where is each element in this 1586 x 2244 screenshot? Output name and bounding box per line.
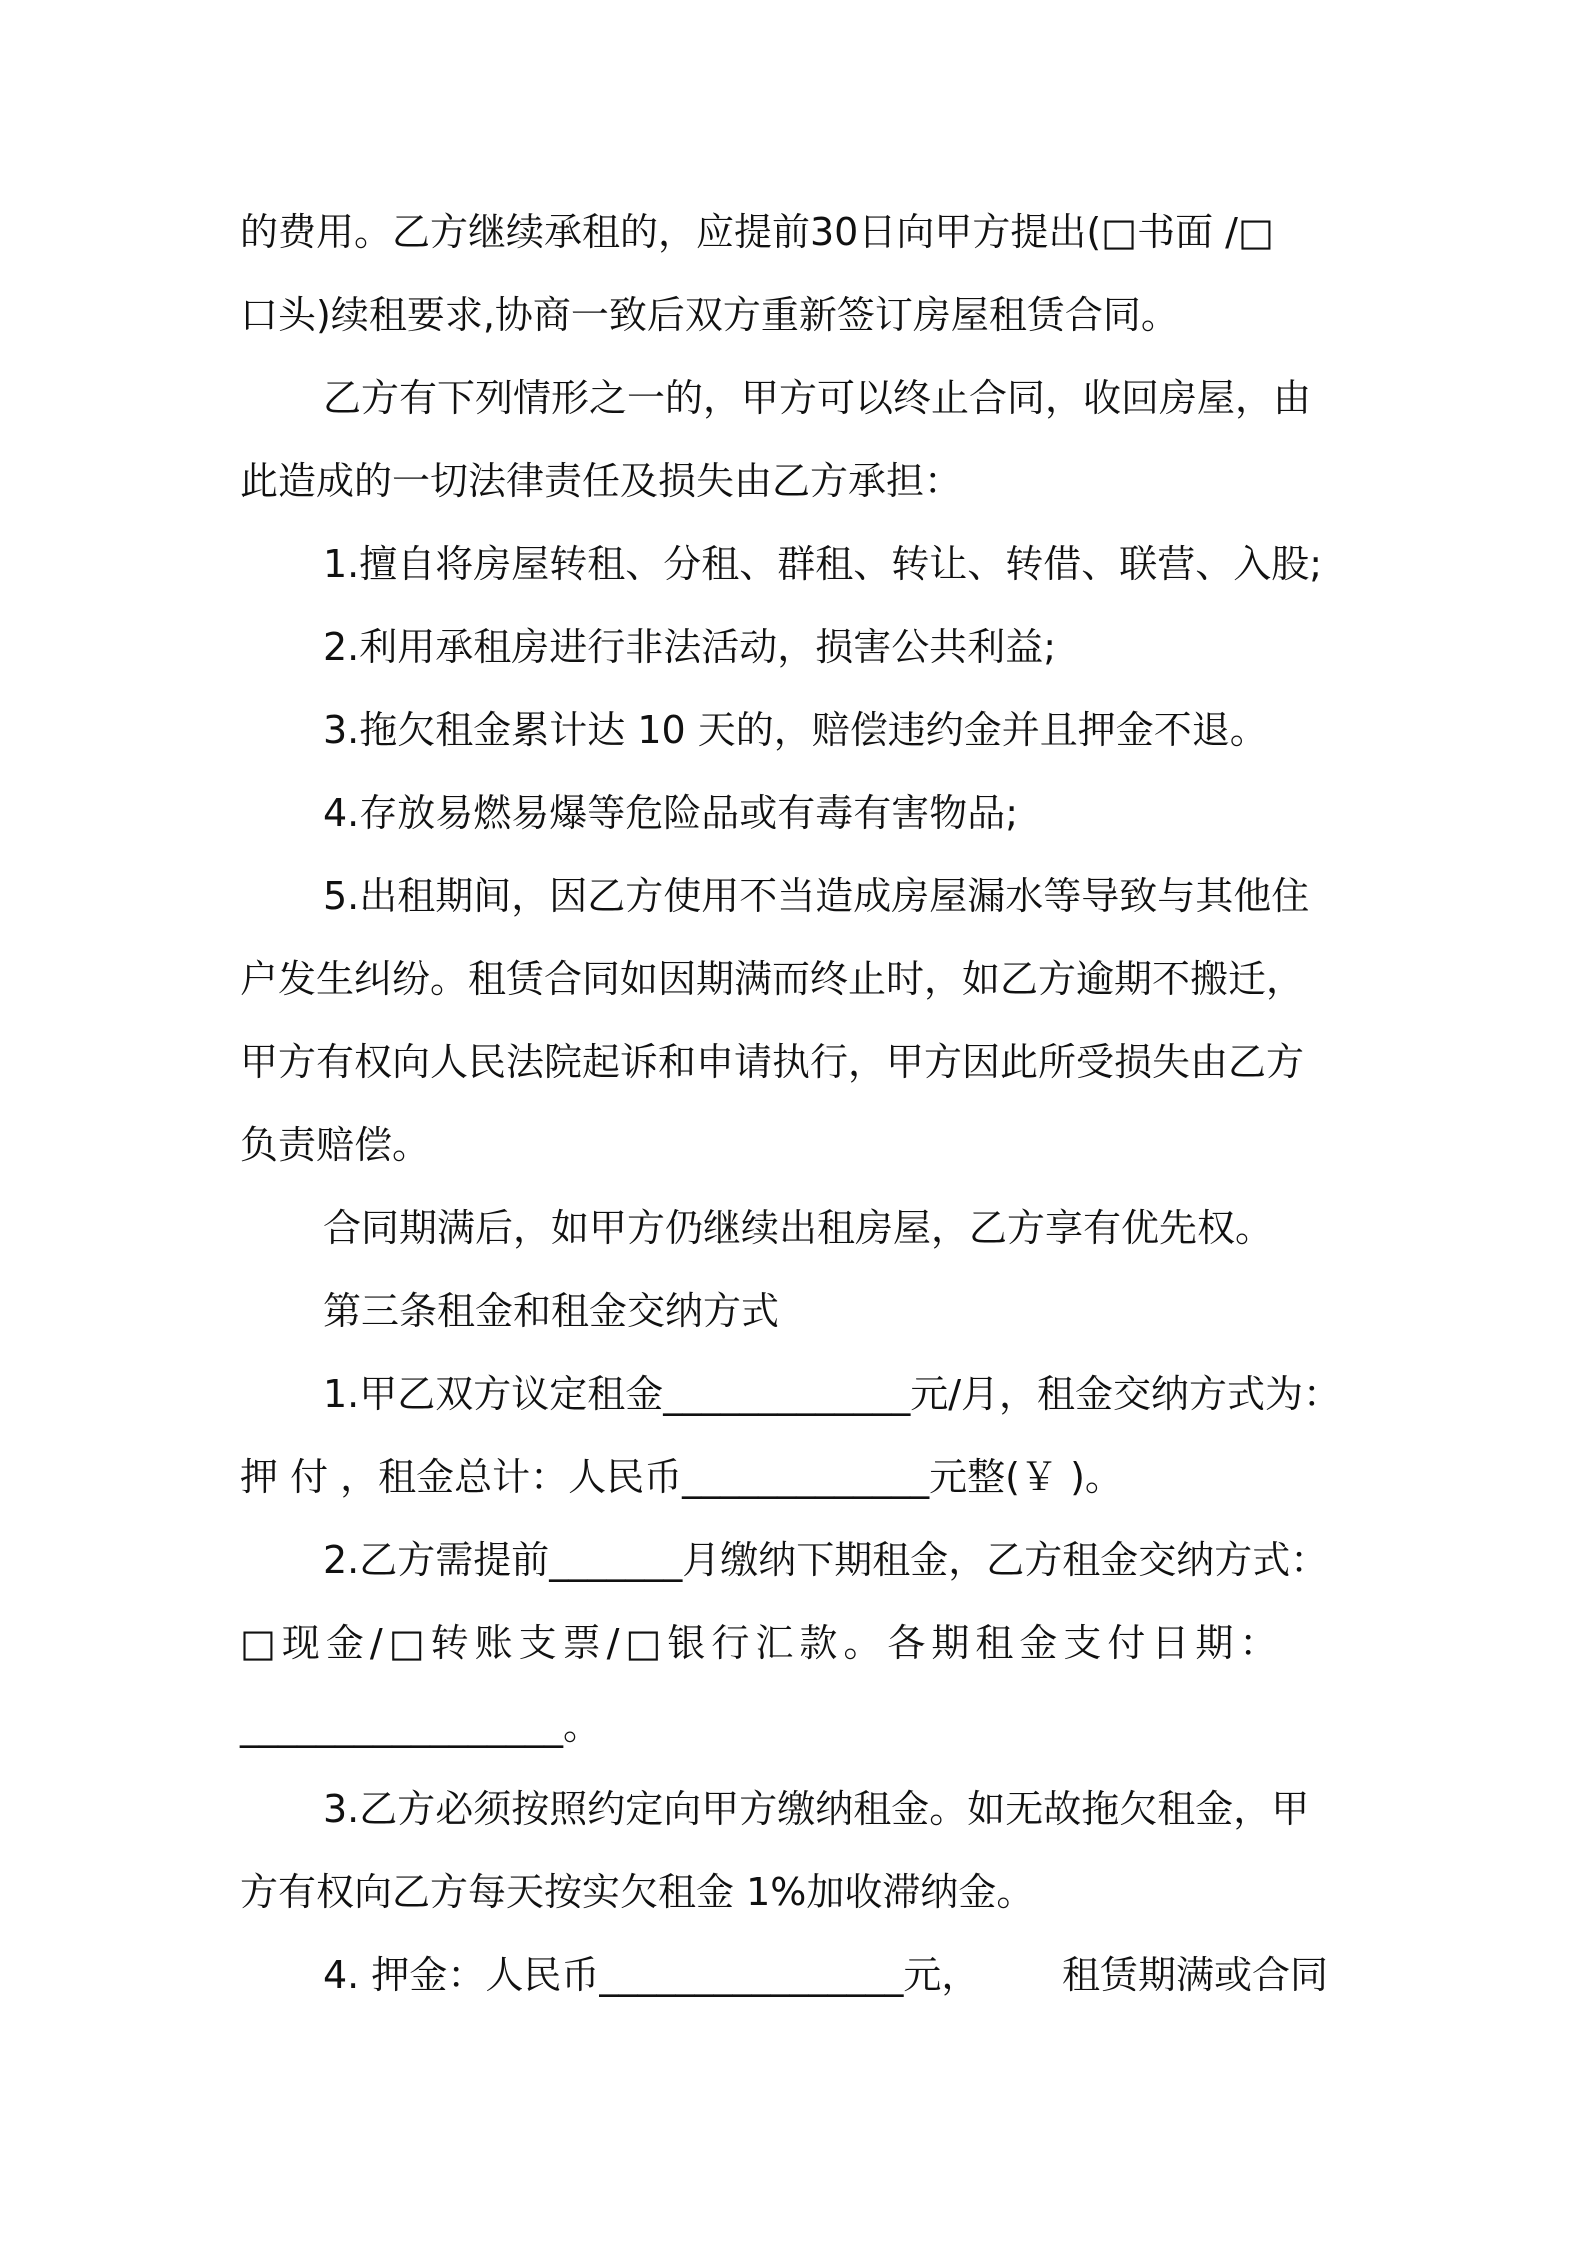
text-line: 方有权向乙方每天按实欠租金 1%加收滞纳金。 [240,1870,1035,1914]
text-line: 3.拖欠租金累计达 10 天的，赔偿违约金并且押金不退。 [323,708,1268,752]
section-heading: 第三条租金和租金交纳方式 [323,1289,780,1333]
text-line: 4.存放易燃易爆等危险品或有毒有害物品; [323,791,1019,835]
text-line: 押 付 ，租金总计：人民币_____________元整(￥ )。 [240,1455,1123,1499]
text-line: 负责赔偿。 [240,1123,431,1167]
text-line: 3.乙方必须按照约定向甲方缴纳租金。如无故拖欠租金，甲 [323,1787,1310,1831]
text-line: □现金/□转账支票/□银行汇款。各期租金支付日期： [240,1621,1284,1665]
text-line: 2.利用承租房进行非法活动，损害公共利益; [323,625,1057,669]
text-line: 的费用。乙方继续承租的，应提前30日向甲方提出(□书面 /□ [240,210,1274,254]
text-line: 5.出租期间，因乙方使用不当造成房屋漏水等导致与其他住 [323,874,1310,918]
text-line: 甲方有权向人民法院起诉和申请执行，甲方因此所受损失由乙方 [240,1040,1305,1084]
text-line: 合同期满后，如甲方仍继续出租房屋，乙方享有优先权。 [323,1206,1274,1250]
text-line: 1.甲乙双方议定租金_____________元/月，租金交纳方式为： [323,1372,1342,1416]
text-line: 4. 押金：人民币________________元， 租赁期满或合同 [323,1953,1329,1997]
text-line: 2.乙方需提前_______月缴纳下期租金，乙方租金交纳方式： [323,1538,1329,1582]
text-line: 1.擅自将房屋转租、分租、群租、转让、转借、联营、入股; [323,542,1323,586]
text-line: 此造成的一切法律责任及损失由乙方承担： [240,459,963,503]
text-line: 乙方有下列情形之一的，甲方可以终止合同，收回房屋，由 [323,376,1312,420]
text-line: 户发生纠纷。租赁合同如因期满而终止时，如乙方逾期不搬迁， [240,957,1305,1001]
text-line: 口头)续租要求,协商一致后双方重新签订房屋租赁合同。 [240,293,1179,337]
text-line: _________________。 [240,1704,602,1748]
